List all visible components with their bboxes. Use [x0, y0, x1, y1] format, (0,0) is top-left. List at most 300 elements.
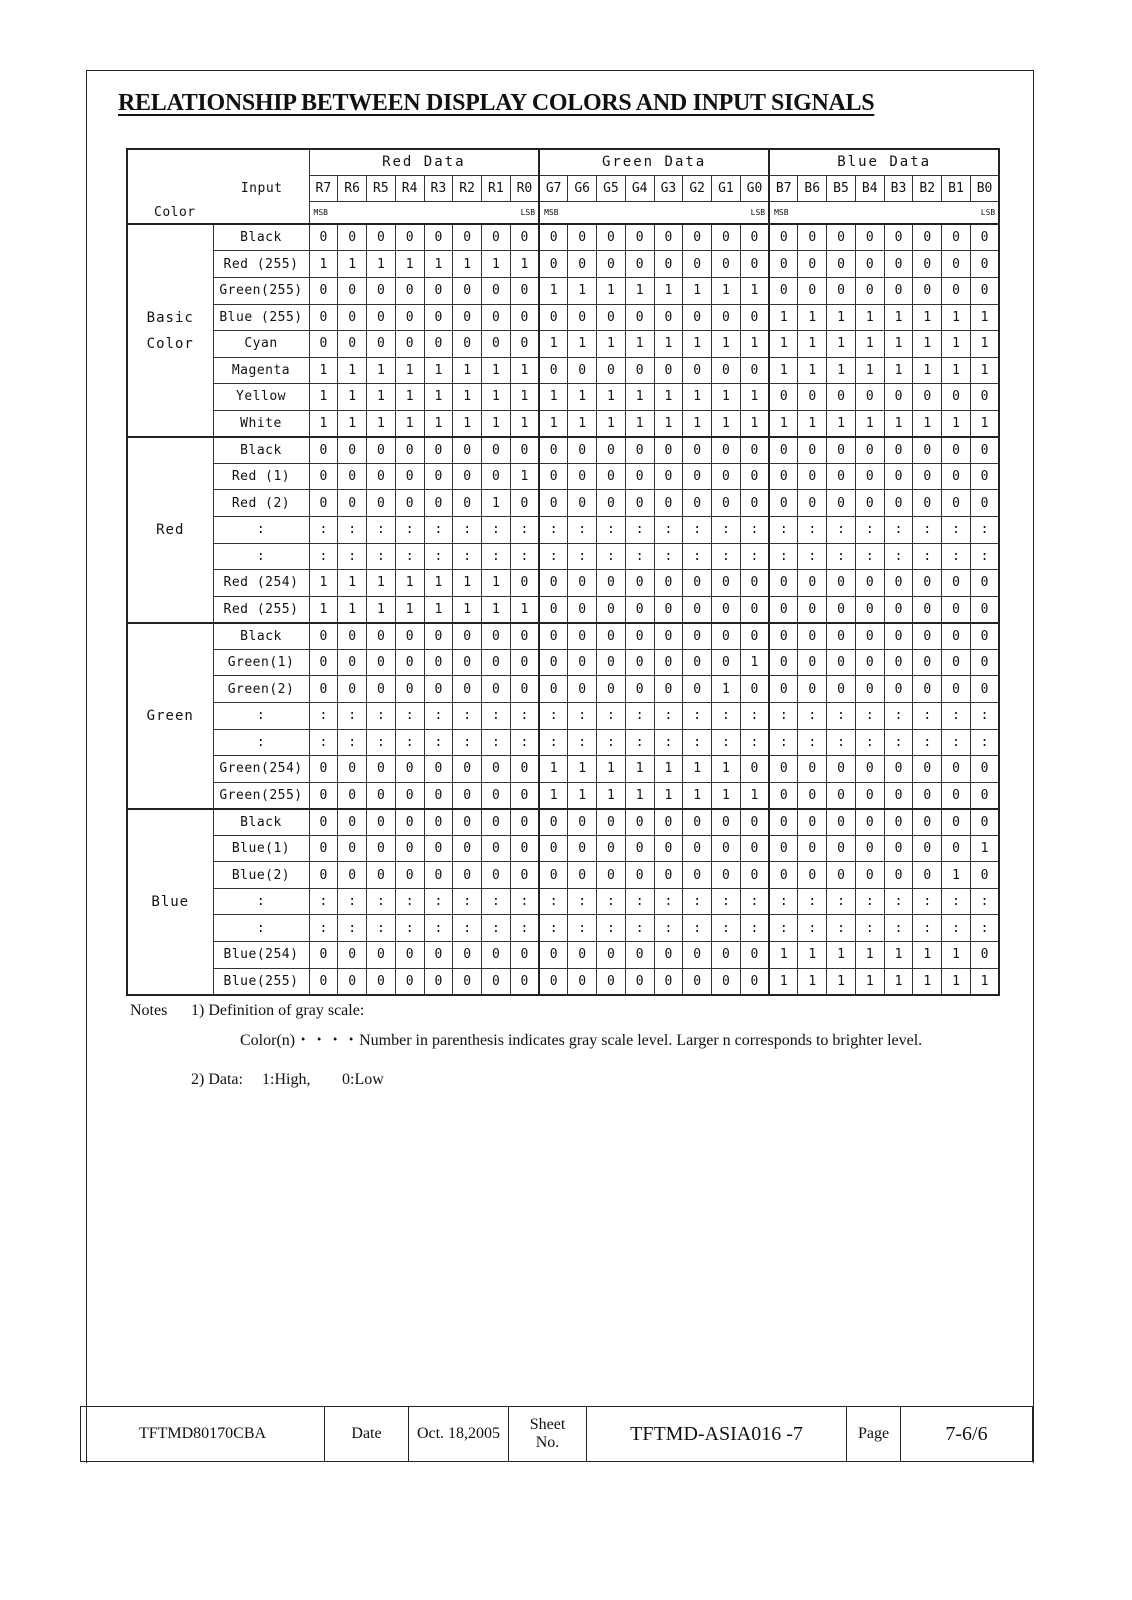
- bit-cell: 1: [683, 410, 712, 437]
- bit-cell: 0: [367, 782, 396, 809]
- bit-cell: 1: [568, 410, 597, 437]
- bit-cell: 0: [913, 835, 942, 862]
- bit-cell: 0: [913, 570, 942, 597]
- bit-cell: 0: [453, 782, 482, 809]
- bit-cell: 0: [568, 224, 597, 251]
- section-label: [127, 224, 213, 437]
- bit-cell: 0: [913, 596, 942, 623]
- bit-cell: 0: [424, 224, 453, 251]
- bit-cell: 0: [338, 304, 367, 331]
- bit-cell: :: [309, 915, 338, 942]
- bit-cell: 0: [942, 676, 971, 703]
- bit-cell: 0: [827, 437, 856, 464]
- bit-cell: 0: [740, 437, 769, 464]
- bit-order-spacer: [568, 202, 741, 224]
- bit-cell: 0: [654, 623, 683, 650]
- bit-header: G6: [568, 175, 597, 201]
- bit-cell: 0: [942, 490, 971, 517]
- header-corner: [127, 149, 309, 175]
- bit-cell: 1: [827, 942, 856, 969]
- bit-cell: 1: [309, 251, 338, 278]
- bit-header: B3: [884, 175, 913, 201]
- bit-cell: 0: [395, 463, 424, 490]
- bit-cell: 0: [482, 277, 511, 304]
- footer-page-label: Page: [847, 1407, 901, 1462]
- bit-cell: 1: [338, 410, 367, 437]
- bit-cell: 1: [827, 331, 856, 358]
- bit-cell: 0: [798, 756, 827, 783]
- bit-cell: 0: [482, 809, 511, 836]
- bit-cell: 1: [510, 410, 539, 437]
- bit-cell: 0: [424, 968, 453, 995]
- bit-cell: 1: [309, 357, 338, 384]
- bit-cell: 1: [884, 357, 913, 384]
- input-cell: :: [213, 915, 309, 942]
- bit-cell: 0: [597, 676, 626, 703]
- bit-cell: 0: [625, 463, 654, 490]
- bit-cell: :: [942, 543, 971, 570]
- bit-cell: 0: [597, 835, 626, 862]
- bit-cell: 0: [740, 570, 769, 597]
- bit-cell: 0: [654, 809, 683, 836]
- bit-cell: 1: [827, 410, 856, 437]
- bit-cell: 1: [769, 968, 798, 995]
- bit-cell: 0: [683, 437, 712, 464]
- bit-cell: :: [482, 543, 511, 570]
- bit-cell: 0: [539, 862, 568, 889]
- bit-cell: :: [827, 543, 856, 570]
- bit-cell: :: [913, 915, 942, 942]
- bit-cell: 0: [338, 463, 367, 490]
- bit-cell: 0: [539, 968, 568, 995]
- bit-cell: 0: [424, 277, 453, 304]
- bit-cell: 0: [970, 596, 999, 623]
- bit-cell: 0: [539, 596, 568, 623]
- bit-cell: :: [597, 543, 626, 570]
- footer-sheet-label-line1: Sheet: [529, 1415, 566, 1433]
- bit-cell: 0: [568, 835, 597, 862]
- section-label: [127, 623, 213, 809]
- bit-cell: 0: [712, 835, 741, 862]
- bit-cell: 1: [482, 251, 511, 278]
- bit-cell: 0: [482, 437, 511, 464]
- bit-cell: 1: [654, 756, 683, 783]
- bit-cell: :: [884, 729, 913, 756]
- bit-cell: 0: [424, 809, 453, 836]
- bit-cell: 0: [568, 942, 597, 969]
- bit-cell: :: [568, 517, 597, 544]
- bit-cell: :: [568, 915, 597, 942]
- bit-cell: 1: [309, 596, 338, 623]
- bit-cell: :: [740, 702, 769, 729]
- bit-cell: :: [712, 915, 741, 942]
- bit-cell: :: [510, 543, 539, 570]
- bit-cell: 1: [338, 251, 367, 278]
- footer-sheet-label: [509, 1407, 587, 1462]
- bit-cell: 0: [654, 224, 683, 251]
- bit-cell: :: [913, 888, 942, 915]
- bit-cell: 0: [970, 623, 999, 650]
- bit-cell: 0: [942, 224, 971, 251]
- bit-cell: 0: [539, 809, 568, 836]
- bit-cell: 0: [482, 835, 511, 862]
- bit-cell: :: [970, 888, 999, 915]
- bit-cell: 0: [913, 463, 942, 490]
- bit-cell: :: [654, 702, 683, 729]
- bit-cell: 0: [453, 862, 482, 889]
- bit-cell: :: [424, 702, 453, 729]
- bit-cell: :: [453, 888, 482, 915]
- bit-cell: 1: [970, 357, 999, 384]
- bit-cell: 0: [338, 649, 367, 676]
- bit-cell: 0: [309, 676, 338, 703]
- section-label-line: Blue: [151, 893, 190, 910]
- note-2-high: 1:High,: [262, 1071, 311, 1088]
- bit-cell: 1: [539, 331, 568, 358]
- bit-cell: 0: [970, 649, 999, 676]
- bit-cell: 1: [625, 410, 654, 437]
- bit-cell: :: [395, 702, 424, 729]
- bit-cell: 1: [625, 782, 654, 809]
- bit-cell: 0: [884, 251, 913, 278]
- bit-cell: :: [338, 729, 367, 756]
- input-cell: Black: [213, 437, 309, 464]
- bit-cell: 1: [510, 251, 539, 278]
- bit-cell: :: [683, 915, 712, 942]
- input-cell: Black: [213, 623, 309, 650]
- bit-cell: 0: [913, 756, 942, 783]
- bit-cell: 1: [683, 756, 712, 783]
- input-cell: White: [213, 410, 309, 437]
- bit-cell: 0: [539, 676, 568, 703]
- bit-cell: 0: [970, 224, 999, 251]
- bit-cell: 0: [654, 570, 683, 597]
- bit-cell: :: [740, 888, 769, 915]
- bit-cell: :: [942, 702, 971, 729]
- bit-header: B2: [913, 175, 942, 201]
- bit-cell: 1: [942, 942, 971, 969]
- bit-cell: 1: [827, 968, 856, 995]
- bit-cell: 0: [482, 331, 511, 358]
- bit-cell: 0: [855, 224, 884, 251]
- bit-cell: :: [827, 888, 856, 915]
- bit-cell: 0: [712, 623, 741, 650]
- color-header: Color: [127, 202, 309, 224]
- bit-cell: 0: [884, 623, 913, 650]
- bit-cell: 0: [453, 676, 482, 703]
- bit-cell: 0: [539, 224, 568, 251]
- bit-header: R4: [395, 175, 424, 201]
- bit-cell: :: [597, 702, 626, 729]
- bit-cell: 0: [597, 357, 626, 384]
- bit-cell: 1: [654, 782, 683, 809]
- bit-cell: :: [539, 729, 568, 756]
- bit-cell: 0: [568, 490, 597, 517]
- input-cell: Cyan: [213, 331, 309, 358]
- bit-cell: 0: [597, 809, 626, 836]
- bit-cell: :: [568, 702, 597, 729]
- bit-cell: 0: [625, 251, 654, 278]
- bit-cell: 0: [913, 490, 942, 517]
- bit-header: B7: [769, 175, 798, 201]
- bit-cell: 0: [884, 835, 913, 862]
- bit-cell: 0: [424, 756, 453, 783]
- bit-cell: 0: [625, 676, 654, 703]
- bit-cell: :: [568, 888, 597, 915]
- bit-cell: 0: [798, 437, 827, 464]
- bit-cell: 0: [395, 676, 424, 703]
- bit-cell: 1: [367, 384, 396, 411]
- input-cell: Blue(2): [213, 862, 309, 889]
- bit-cell: 0: [482, 942, 511, 969]
- bit-cell: 0: [884, 676, 913, 703]
- input-cell: :: [213, 702, 309, 729]
- bit-cell: 0: [855, 623, 884, 650]
- bit-cell: 0: [510, 649, 539, 676]
- input-cell: Green(1): [213, 649, 309, 676]
- bit-header: R6: [338, 175, 367, 201]
- footer-date: Oct. 18,2005: [409, 1407, 509, 1462]
- bit-cell: 0: [568, 968, 597, 995]
- lsb-marker: LSB: [970, 202, 999, 224]
- section-label: [127, 809, 213, 995]
- bit-cell: 0: [769, 676, 798, 703]
- bit-cell: 0: [942, 570, 971, 597]
- bit-cell: 0: [309, 277, 338, 304]
- bit-cell: :: [510, 888, 539, 915]
- msb-marker: MSB: [309, 202, 338, 224]
- bit-cell: 1: [424, 251, 453, 278]
- bit-cell: 0: [510, 437, 539, 464]
- bit-cell: 0: [625, 862, 654, 889]
- bit-cell: :: [367, 888, 396, 915]
- bit-cell: 0: [769, 862, 798, 889]
- bit-cell: 0: [338, 942, 367, 969]
- bit-cell: 0: [712, 357, 741, 384]
- bit-cell: 1: [482, 410, 511, 437]
- bit-cell: 0: [395, 224, 424, 251]
- bit-cell: 0: [597, 304, 626, 331]
- input-cell: Black: [213, 809, 309, 836]
- bit-cell: 1: [453, 251, 482, 278]
- bit-cell: 0: [913, 649, 942, 676]
- bit-cell: 0: [683, 596, 712, 623]
- bit-cell: 0: [798, 224, 827, 251]
- bit-header: R0: [510, 175, 539, 201]
- bit-cell: 0: [453, 809, 482, 836]
- bit-cell: 0: [395, 277, 424, 304]
- bit-cell: 0: [597, 623, 626, 650]
- bit-cell: 0: [855, 649, 884, 676]
- bit-cell: 0: [309, 756, 338, 783]
- bit-cell: 0: [683, 942, 712, 969]
- bit-cell: :: [338, 702, 367, 729]
- bit-cell: 0: [942, 756, 971, 783]
- bit-cell: 0: [625, 596, 654, 623]
- bit-cell: :: [482, 517, 511, 544]
- bit-cell: 1: [395, 251, 424, 278]
- bit-cell: :: [654, 915, 683, 942]
- footer-table: [80, 1406, 1033, 1462]
- bit-cell: 0: [395, 942, 424, 969]
- bit-cell: :: [654, 888, 683, 915]
- bit-cell: :: [798, 543, 827, 570]
- bit-cell: 0: [539, 251, 568, 278]
- bit-cell: 0: [338, 756, 367, 783]
- input-cell: Black: [213, 224, 309, 251]
- bit-cell: 0: [453, 942, 482, 969]
- bit-cell: 0: [338, 437, 367, 464]
- bit-cell: :: [855, 543, 884, 570]
- bit-cell: 0: [827, 277, 856, 304]
- bit-cell: 0: [913, 676, 942, 703]
- bit-cell: 0: [568, 862, 597, 889]
- bit-cell: 0: [970, 782, 999, 809]
- bit-cell: 0: [827, 596, 856, 623]
- bit-cell: 0: [740, 968, 769, 995]
- bit-cell: :: [309, 702, 338, 729]
- bit-cell: 0: [769, 835, 798, 862]
- bit-cell: 0: [309, 224, 338, 251]
- bit-cell: :: [884, 702, 913, 729]
- bit-cell: :: [367, 702, 396, 729]
- bit-cell: 0: [510, 331, 539, 358]
- bit-cell: 1: [597, 410, 626, 437]
- bit-cell: 0: [942, 277, 971, 304]
- bit-cell: :: [942, 729, 971, 756]
- bit-cell: 1: [424, 596, 453, 623]
- bit-cell: :: [510, 702, 539, 729]
- bit-cell: 0: [884, 649, 913, 676]
- bit-cell: 0: [683, 676, 712, 703]
- bit-cell: 1: [395, 570, 424, 597]
- bit-cell: 0: [827, 384, 856, 411]
- bit-cell: 0: [367, 463, 396, 490]
- bit-cell: 1: [913, 942, 942, 969]
- bit-header: B5: [827, 175, 856, 201]
- bit-cell: 1: [568, 756, 597, 783]
- bit-cell: 0: [942, 809, 971, 836]
- bit-cell: 0: [740, 942, 769, 969]
- bit-cell: 0: [884, 463, 913, 490]
- bit-cell: :: [539, 915, 568, 942]
- section-label-line: Color: [146, 335, 194, 352]
- bit-cell: 0: [769, 251, 798, 278]
- bit-cell: :: [855, 702, 884, 729]
- bit-cell: 0: [827, 224, 856, 251]
- bit-cell: 0: [568, 649, 597, 676]
- bit-cell: :: [798, 702, 827, 729]
- bit-cell: 0: [568, 251, 597, 278]
- notes-label: Notes: [130, 1002, 168, 1019]
- bit-cell: 1: [625, 277, 654, 304]
- bit-cell: 0: [625, 224, 654, 251]
- bit-cell: :: [424, 543, 453, 570]
- bit-cell: 1: [309, 384, 338, 411]
- bit-cell: 1: [913, 304, 942, 331]
- bit-cell: :: [395, 729, 424, 756]
- bit-cell: 0: [568, 437, 597, 464]
- bit-cell: 0: [913, 277, 942, 304]
- bit-cell: :: [482, 888, 511, 915]
- bit-cell: 0: [625, 942, 654, 969]
- bit-cell: 0: [597, 570, 626, 597]
- page-title: RELATIONSHIP BETWEEN DISPLAY COLORS AND INPUT SIGNALS: [118, 90, 875, 116]
- bit-cell: :: [510, 517, 539, 544]
- bit-cell: 0: [913, 251, 942, 278]
- bit-cell: 0: [970, 756, 999, 783]
- bit-cell: 1: [913, 357, 942, 384]
- bit-cell: 0: [740, 251, 769, 278]
- bit-cell: 0: [769, 756, 798, 783]
- bit-cell: 1: [740, 782, 769, 809]
- bit-cell: 1: [970, 968, 999, 995]
- bit-cell: 0: [683, 357, 712, 384]
- bit-cell: 0: [683, 862, 712, 889]
- bit-cell: 1: [395, 410, 424, 437]
- bit-cell: 1: [482, 384, 511, 411]
- bit-cell: 0: [740, 596, 769, 623]
- bit-cell: 0: [769, 782, 798, 809]
- bit-cell: :: [884, 888, 913, 915]
- bit-cell: 1: [482, 570, 511, 597]
- bit-cell: 1: [712, 756, 741, 783]
- bit-cell: 0: [683, 570, 712, 597]
- bit-cell: 0: [827, 809, 856, 836]
- bit-cell: :: [769, 915, 798, 942]
- section-label-line: Green: [146, 707, 194, 724]
- bit-cell: 0: [970, 463, 999, 490]
- bit-cell: :: [482, 915, 511, 942]
- bit-cell: 0: [855, 570, 884, 597]
- bit-cell: 0: [510, 968, 539, 995]
- bit-cell: 0: [597, 490, 626, 517]
- bit-cell: 0: [539, 835, 568, 862]
- bit-cell: :: [970, 915, 999, 942]
- footer-model: TFTMD80170CBA: [81, 1407, 325, 1462]
- bit-cell: 0: [712, 251, 741, 278]
- bit-cell: 0: [568, 570, 597, 597]
- bit-header: G0: [740, 175, 769, 201]
- bit-cell: :: [424, 888, 453, 915]
- bit-cell: 0: [798, 490, 827, 517]
- bit-cell: 0: [884, 862, 913, 889]
- bit-cell: 0: [309, 809, 338, 836]
- bit-cell: 0: [539, 623, 568, 650]
- bit-cell: :: [970, 517, 999, 544]
- bit-cell: :: [309, 729, 338, 756]
- bit-cell: :: [970, 729, 999, 756]
- bit-cell: 0: [942, 463, 971, 490]
- bit-cell: 0: [424, 463, 453, 490]
- bit-cell: 0: [510, 676, 539, 703]
- bit-cell: 1: [568, 331, 597, 358]
- input-cell: :: [213, 517, 309, 544]
- bit-cell: 0: [798, 570, 827, 597]
- bit-cell: 0: [798, 596, 827, 623]
- bit-cell: :: [597, 915, 626, 942]
- bit-cell: 0: [539, 570, 568, 597]
- bit-cell: 1: [855, 331, 884, 358]
- bit-cell: 1: [884, 942, 913, 969]
- bit-cell: 0: [798, 649, 827, 676]
- bit-cell: 0: [683, 623, 712, 650]
- bit-cell: :: [798, 888, 827, 915]
- bit-cell: 0: [395, 756, 424, 783]
- bit-cell: :: [309, 517, 338, 544]
- bit-cell: :: [769, 517, 798, 544]
- bit-cell: 0: [884, 437, 913, 464]
